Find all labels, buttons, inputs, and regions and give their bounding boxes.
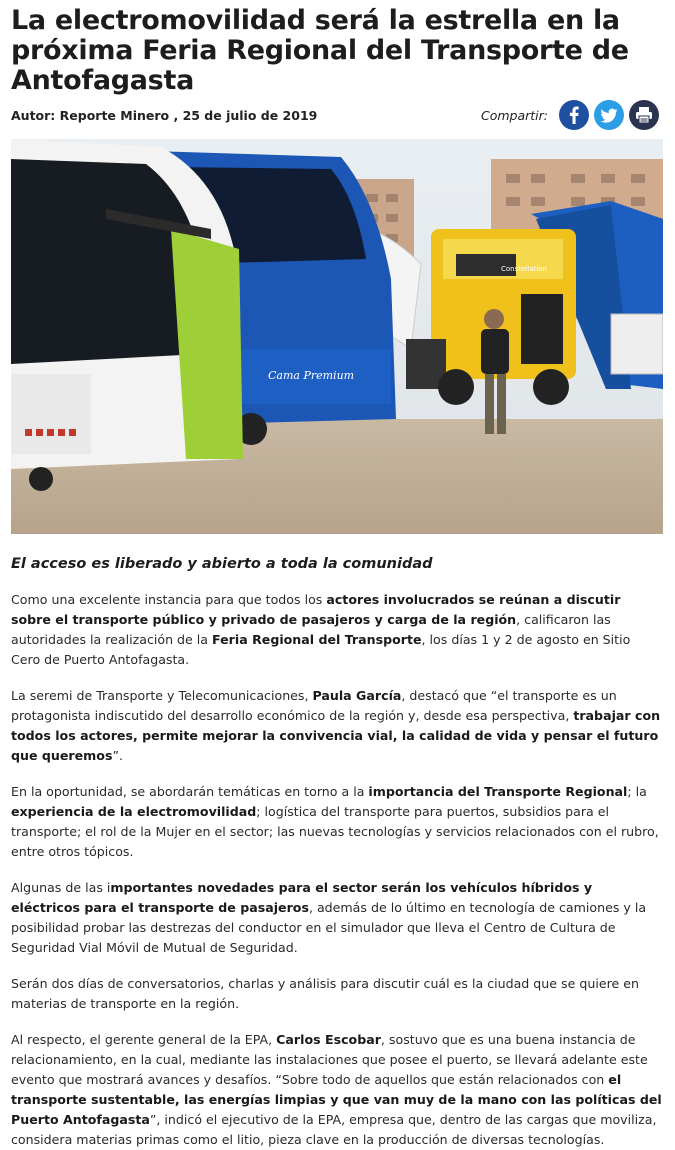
bold-text: Paula García (312, 688, 402, 703)
text-run: , calificaron las autoridades la realización de la (11, 612, 611, 647)
bold-text: el transporte sustentable, las energías limpias y que van muy de la mano con las políticas del Puerto Antofagasta (11, 1072, 662, 1127)
text-run: Como una excelente instancia para que todos los (11, 592, 327, 607)
bold-text: Carlos Escobar (276, 1032, 381, 1047)
article-hero-image (11, 139, 663, 534)
text-run: ; logística del transporte para puertos, subsidios para el transporte; el rol de la Mujer en el sector; las nuevas tecnologías y servicios relacionados con el rubro, entre otros tópicos. (11, 804, 659, 859)
bold-text: trabajar con todos los actores, permite mejorar la convivencia vial, la calidad de vida y pensar el futuro que queremos (11, 708, 661, 763)
article-paragraph (11, 974, 663, 1014)
article-paragraph (11, 590, 663, 670)
bold-text: actores involucrados se reúnan a discutir sobre el transporte público y privado de pasajeros y carga de la región (11, 592, 621, 627)
text-run: En la oportunidad, se abordarán temáticas en torno a la (11, 784, 369, 799)
article-subtitle: El acceso es liberado y abierto a toda la comunidad (11, 556, 433, 572)
text-run: , los días 1 y 2 de agosto en Sitio Cero de Puerto Antofagasta. (11, 632, 631, 667)
author-date: Autor: Reporte Minero , 25 de julio de 2019 (11, 108, 318, 123)
article-paragraph (11, 686, 663, 766)
bold-text: mportantes novedades para el sector serán los vehículos híbridos y eléctricos para el transporte de pasajeros (11, 880, 593, 915)
text-run: Al respecto, el gerente general de la EPA, (11, 1032, 277, 1047)
share-label: Compartir: (480, 107, 548, 123)
article-title: La electromovilidad será la estrella en la próxima Feria Regional del Transporte de Antofagasta (11, 5, 629, 96)
text-run: La seremi de Transporte y Telecomunicaciones, (11, 688, 313, 703)
article-paragraph (11, 1030, 663, 1150)
text-run: ; la (627, 784, 647, 799)
text-run: ”, indicó el ejecutivo de la EPA, empresa que, dentro de las cargas que moviliza, considera materias primas como el litio, pieza clave en la producción de diversas tecnologías. (11, 1112, 657, 1147)
article-body (11, 590, 663, 1150)
text-run: , destacó que “el transporte es un protagonista indiscutido del desarrollo económico de la región y, desde esa perspectiva, (11, 688, 617, 723)
article-paragraph (11, 878, 663, 958)
truck-sign-text: Constellation (501, 265, 547, 273)
facebook-icon[interactable] (559, 100, 589, 130)
article (11, 6, 663, 1150)
article-paragraph (11, 782, 663, 862)
print-icon[interactable] (629, 100, 659, 130)
article-meta (11, 100, 663, 140)
bold-text: experiencia de la electromovilidad (11, 804, 257, 819)
share-bar (481, 100, 659, 130)
twitter-icon[interactable] (594, 100, 624, 130)
bold-text: Feria Regional del Transporte (212, 632, 422, 647)
text-run: Serán dos días de conversatorios, charlas y análisis para discutir cuál es la ciudad que se quiere en materias de transporte en la región. (11, 976, 639, 1011)
bold-text: importancia del Transporte Regional (368, 784, 628, 799)
text-run: , sostuvo que es una buena instancia de relacionamiento, en la cual, mediante las instalaciones que posee el puerto, se llevará adelante este evento que mostrará avances y desafíos. “Sobre todo de aquellos que están relacionados con (11, 1032, 648, 1087)
bus-brand-text: Cama Premium (268, 369, 355, 382)
text-run: Algunas de las i (11, 880, 111, 895)
text-run: ”. (112, 748, 123, 763)
text-run: , además de lo último en tecnología de camiones y la posibilidad probar las destrezas del conductor en el simulador que lleva el Centro de Cultura de Seguridad Vial Móvil de Mutual de Seguridad. (11, 900, 647, 955)
